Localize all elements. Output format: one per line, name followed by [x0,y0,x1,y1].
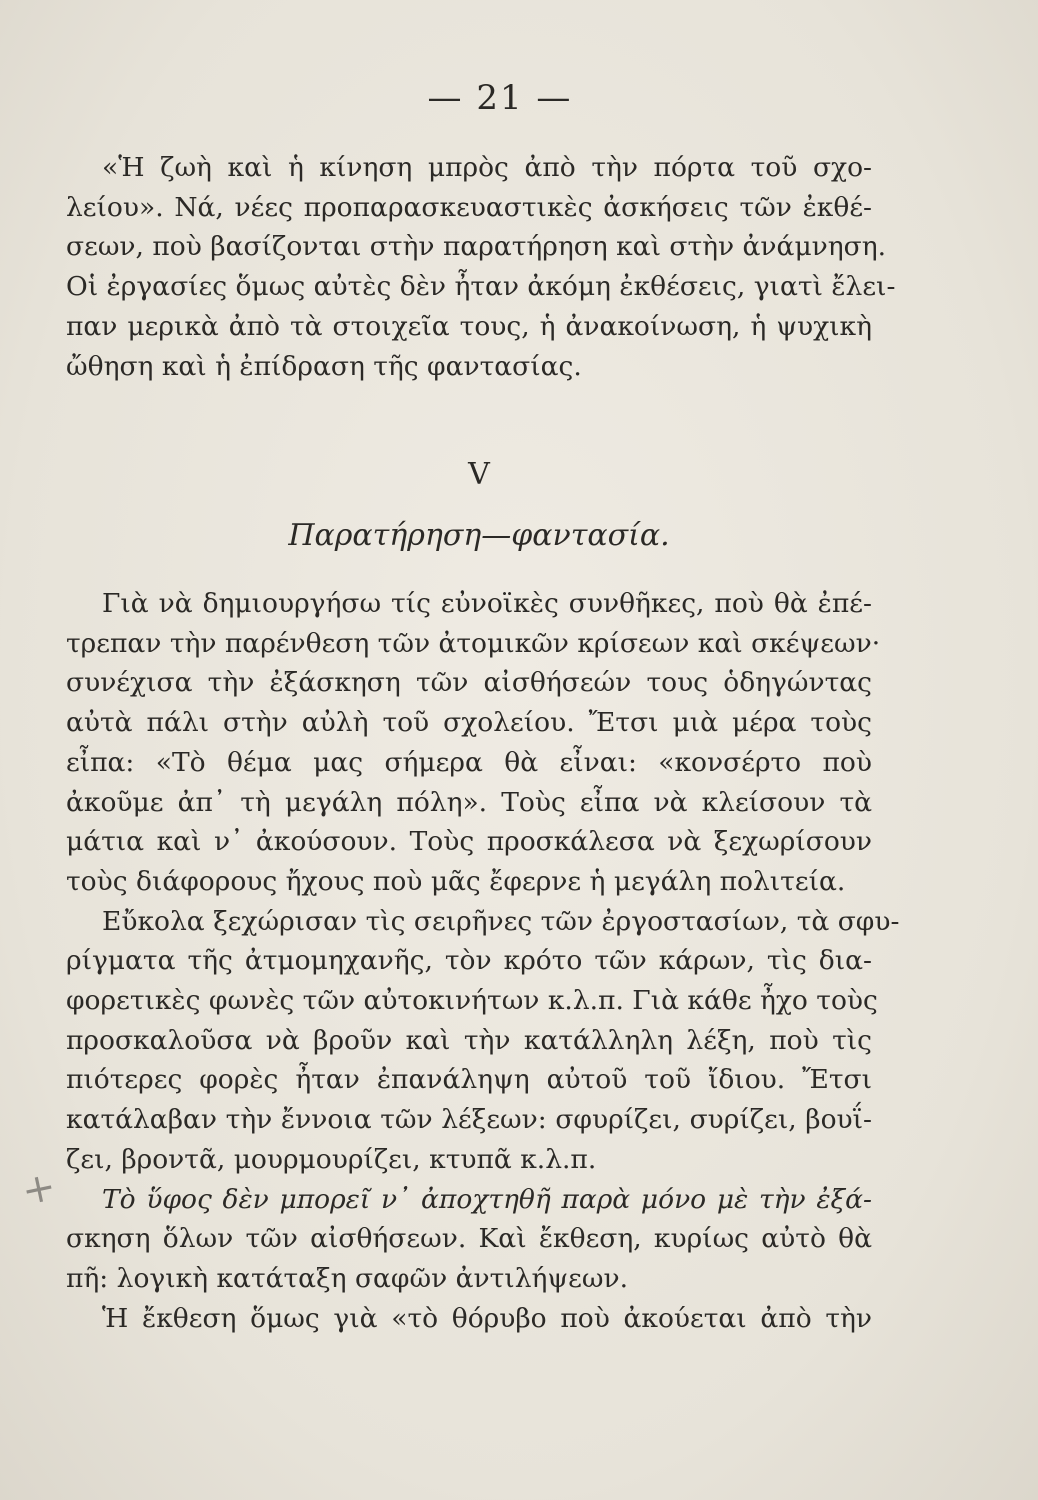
text-line: σκηση ὅλων τῶν αἰσθήσεων. Καὶ ἔκθεση, κυρίως αὐτὸ θὰ [66,1223,872,1255]
paragraph-3 [66,902,900,1180]
text-line: κατάλαβαν τὴν ἔννοια τῶν λέξεων: σφυρίζει, συρίζει, βουΐ- [66,1104,872,1136]
text-line: Γιὰ νὰ δημιουργήσω τίς εὐνοϊκὲς συνθῆκες, ποὺ θὰ ἐπέ- [102,588,872,619]
text-line: προσκαλοῦσα νὰ βροῦν καὶ τὴν κατάλληλη λέξη, ποὺ τὶς [66,1024,872,1056]
text-line: αὐτὰ πάλι στὴν αὐλὴ τοῦ σχολείου. Ἔτσι μιὰ μέρα τοὺς [66,707,872,739]
text-line: πιότερες φορὲς ἦταν ἐπανάληψη αὐτοῦ τοῦ ἴδιου. Ἔτσι [66,1064,872,1096]
text-line: ρίγματα τῆς ἀτμομηχανῆς, τὸν κρότο τῶν κάρων, τὶς δια- [66,945,872,977]
text-line: λείου». Νά, νέες προπαρασκευαστικὲς ἀσκήσεις τῶν ἐκθέ- [66,191,872,223]
text-line: συνέχισα τὴν ἐξάσκηση τῶν αἰσθήσεών τους ὁδηγώντας [66,667,872,699]
margin-mark: + [17,1163,60,1215]
paragraph-5 [66,1299,872,1339]
text-line: τοὺς διάφορους ἤχους ποὺ μᾶς ἔφερνε ἡ μεγάλη πολιτεία. [66,865,846,897]
text-line: σεων, ποὺ βασίζονται στὴν παρατήρηση καὶ στὴν ἀνάμνηση. [66,231,887,263]
text-line: ἀκοῦμε ἀπ᾿ τὴ μεγάλη πόλη». Τοὺς εἶπα νὰ κλείσουν τὰ [66,786,872,818]
text-line: μάτια καὶ ν᾿ ἀκούσουν. Τοὺς προσκάλεσα νὰ ξεχωρίσουν [66,826,872,858]
text-line: πῆ: λογικὴ κατάταξη σαφῶν ἀντιλήψεων. [66,1262,629,1294]
text-line: παν μερικὰ ἀπὸ τὰ στοιχεῖα τους, ἡ ἀνακοίνωση, ἡ ψυχικὴ [66,310,872,342]
body-text [66,584,900,1338]
text-line: Τὸ ὕφος δὲν μπορεῖ ν᾿ ἀποχτηθῆ παρὰ μόνο μὲ τὴν ἐξά- [102,1183,872,1215]
paragraph-1 [66,148,896,386]
text-line: ζει, βροντᾶ, μουρμουρίζει, κτυπᾶ κ.λ.π. [66,1143,597,1175]
section-title: Παρατήρηση—φαντασία. [288,518,670,553]
text-line: «Ἡ ζωὴ καὶ ἡ κίνηση μπρὸς ἀπὸ τὴν πόρτα τοῦ σχο- [102,152,872,183]
page-number: — 21 — [427,78,573,118]
text-line: τρεπαν τὴν παρένθεση τῶν ἀτομικῶν κρίσεων καὶ σκέψεων· [66,627,881,659]
paragraph-2 [66,584,881,902]
text-line: Ἡ ἔκθεση ὅμως γιὰ «τὸ θόρυβο ποὺ ἀκούεται ἀπὸ τὴν [102,1302,872,1334]
section-numeral: V [468,457,490,492]
text-line: ὤθηση καὶ ἡ ἐπίδραση τῆς φαντασίας. [66,350,582,382]
text-line: Εὔκολα ξεχώρισαν τὶς σειρῆνες τῶν ἐργοστασίων, τὰ σφυ- [102,905,900,937]
text-line: φορετικὲς φωνὲς τῶν αὐτοκινήτων κ.λ.π. Γιὰ κάθε ἦχο τοὺς [66,985,878,1017]
text-line: Οἱ ἐργασίες ὅμως αὐτὲς δὲν ἦταν ἀκόμη ἐκθέσεις, γιατὶ ἔλει- [66,271,896,303]
text-line: εἶπα: «Τὸ θέμα μας σήμερα θὰ εἶναι: «κονσέρτο ποὺ [66,746,872,778]
paragraph-4 [66,1180,872,1299]
